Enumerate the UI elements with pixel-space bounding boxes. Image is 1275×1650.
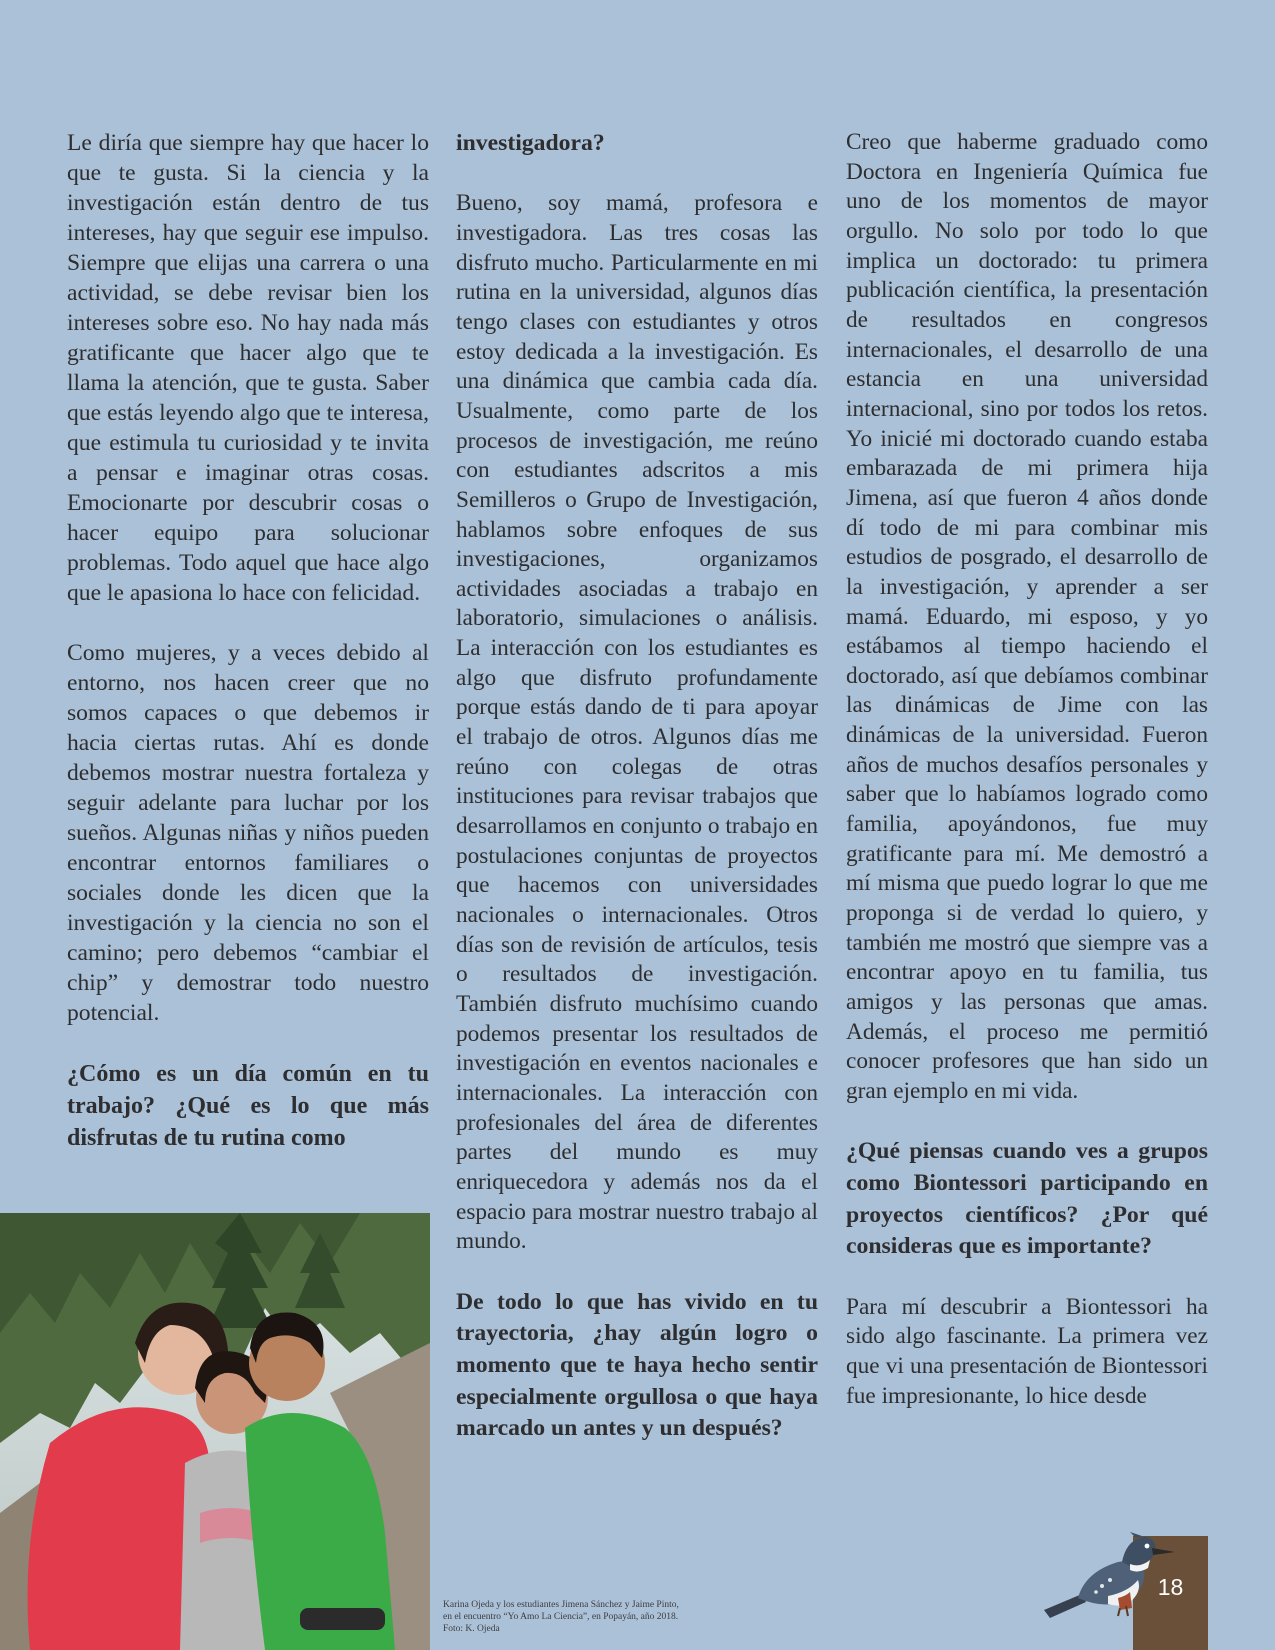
interview-question: ¿Cómo es un día común en tu trabajo? ¿Qué es lo que más disfrutas de tu rutina como [67, 1061, 429, 1151]
interview-question: ¿Qué piensas cuando ves a grupos como Biontessori participando en proyectos científicos? ¿Por qué consideras que es importante? [846, 1138, 1208, 1260]
text-column-1 [67, 128, 429, 1184]
photo-caption [443, 1599, 743, 1635]
text-column-2 [456, 128, 818, 1474]
page-number: 18 [1157, 1574, 1184, 1600]
interview-paragraph: Como mujeres, y a veces debido al entorno, nos hacen creer que no somos capaces o que debemos ir hacia ciertas rutas. Ahí es donde debemos mostrar nuestra fortaleza y seguir adelante para luchar por los sueños. Algunas niñas y niños pueden encontrar entornos familiares o sociales donde les dicen que la investigación y la ciencia no son el camino; pero debemos “cambiar el chip” y demostrar todo nuestro potencial. [67, 640, 429, 1026]
caption-line: en el encuentro “Yo Amo La Ciencia”, en Popayán, año 2018. [443, 1612, 679, 1622]
interview-paragraph: Creo que haberme graduado como Doctora en Ingeniería Química fue uno de los momentos de mayor orgullo. No solo por todo lo que implica un doctorado: tu primera publicación científica, la presentación de resultados en congresos internacionales, el desarrollo de una estancia en una universidad internacional, sino por todos los retos. Yo inicié mi doctorado cuando estaba embarazada de mi primera hija Jimena, así que fueron 4 años donde dí todo de mi para combinar mis estudios de posgrado, el desarrollo de la investigación, y aprender a ser mamá. Eduardo, mi esposo, y yo estábamos al tiempo haciendo el doctorado, así que debíamos combinar las dinámicas de Jime con las dinámicas de la universidad. Fueron años de muchos desafíos personales y saber que lo habíamos logrado como familia, apoyándonos, fue muy gratificante para mí. Me demostró a mí misma que puedo lograr lo que me proponga si de verdad lo quiero, y también me mostró que siempre vas a encontrar apoyo en tu familia, tus amigos y las personas que amas. Además, el proceso me permitió conocer profesores que han sido un gran ejemplo en mi vida. [846, 129, 1208, 1104]
family-photo [0, 1213, 430, 1650]
caption-line: Karina Ojeda y los estudiantes Jimena Sánchez y Jaime Pinto, [443, 1600, 679, 1610]
interview-paragraph: Le diría que siempre hay que hacer lo que te gusta. Si la ciencia y la investigación están dentro de tus intereses, hay que seguir ese impulso. Siempre que elijas una carrera o una actividad, se debe revisar bien los intereses sobre eso. No hay nada más gratificante que hacer algo que te llama la atención, que te gusta. Saber que estás leyendo algo que te interesa, que estimula tu curiosidad y te invita a pensar e imaginar otras cosas. Emocionarte por descubrir cosas o hacer equipo para solucionar problemas. Todo aquel que hace algo que le apasiona lo hace con felicidad. [67, 130, 429, 606]
interview-paragraph: Bueno, soy mamá, profesora e investigadora. Las tres cosas las disfruto mucho. Particularmente en mi rutina en la universidad, algunos días tengo clases con estudiantes y otros estoy dedicada a la investigación. Es una dinámica que cambia cada día. Usualmente, como parte de los procesos de investigación, me reúno con estudiantes adscritos a mis Semilleros o Grupo de Investigación, hablamos sobre enfoques de sus investigaciones, organizamos actividades asociadas a trabajo en laboratorio, simulaciones o análisis. La interacción con los estudiantes es algo que disfruto profundamente porque estás dando de ti para apoyar el trabajo de otros. Algunos días me reúno con colegas de otras instituciones para revisar trabajos que desarrollamos en conjunto o trabajo en postulaciones conjuntas de proyectos que hacemos con universidades nacionales o internacionales. Otros días son de revisión de artículos, tesis o resultados de investigación. También disfruto muchísimo cuando podemos presentar los resultados de investigación en eventos nacionales e internacionales. La interacción con profesionales del área de diferentes partes del mundo es muy enriquecedora y además nos da el espacio para mostrar nuestro trabajo al mundo. [456, 190, 818, 1255]
caption-line: Foto: K. Ojeda [443, 1624, 500, 1634]
interview-question: De todo lo que has vivido en tu trayectoria, ¿hay algún logro o momento que te haya hecho sentir especialmente orgullosa o que haya marcado un antes y un después? [456, 1288, 818, 1442]
interview-question: investigadora? [456, 130, 605, 156]
kingfisher-bird-icon [1040, 1532, 1175, 1622]
text-column-3 [846, 128, 1208, 1441]
interview-paragraph: Para mí descubrir a Biontessori ha sido algo fascinante. La primera vez que vi una presentación de Biontessori fue impresionante, lo hice desde [846, 1293, 1208, 1409]
